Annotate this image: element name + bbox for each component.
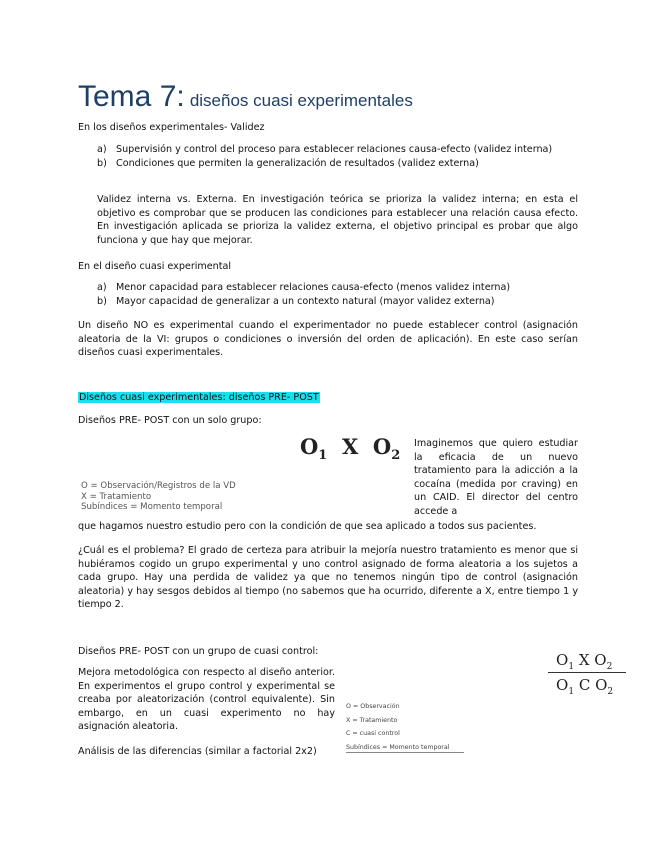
formula-o1-sub: 1 — [568, 662, 575, 672]
legend-line: C = cuasi control — [346, 730, 400, 737]
page-title — [78, 80, 413, 114]
formula-pre-post — [300, 434, 400, 463]
formula-quasi-control-bottom — [556, 676, 613, 697]
problem-paragraph: ¿Cuál es el problema? El grado de certeza para atribuir la mejoría nuestro tratamiento es menor que si hubiéramos cogido un grupo experimental y uno control asignado de forma aleatoria a los sujetos a cada grupo. Hay una perdida de validez ya que no tenemos ningún tipo de control (asignación aleatoria) y hay sesgos debidos al tiempo (no sabemos que ha ocurrido, diferente a X, entre tiempo 1 y tiempo 2. — [78, 545, 578, 610]
formula-c: C — [578, 676, 591, 694]
section-heading — [78, 391, 320, 405]
legend-underline — [346, 752, 464, 753]
formula-o2: O — [595, 676, 608, 694]
formula-o1: O — [556, 676, 569, 694]
formula-divider — [548, 672, 626, 673]
list-marker: a) — [97, 144, 107, 155]
legend-quasi-control — [346, 700, 450, 754]
formula-quasi-control-top — [556, 651, 612, 672]
improvement-paragraph: Mejora metodológica con respecto al diseño anterior. En experimentos el grupo control y experimental se creaba por aleatorización (control equivalente). Sin embargo, en un cuasi experimento no hay asignación aleatoria. — [78, 667, 335, 732]
legend-line: X = Tratamiento — [81, 491, 152, 502]
list-text: Menor capacidad para establecer relaciones causa-efecto (menos validez interna) — [116, 282, 511, 293]
example-continuation: que hagamos nuestro estudio pero con la condición de que sea aplicado a todos sus pacientes. — [78, 521, 537, 532]
quasi-label: En el diseño cuasi experimental — [78, 261, 232, 272]
list-item — [97, 281, 578, 295]
formula-o2-sub: 2 — [391, 448, 401, 464]
analysis-line: Análisis de las diferencias (similar a factorial 2x2) — [78, 746, 317, 757]
list-marker: b) — [97, 157, 107, 169]
formula-x: X — [578, 651, 590, 669]
legend-line: O = Observación — [346, 703, 400, 710]
list-text: Mayor capacidad de generalizar a un contexto natural (mayor validez externa) — [116, 295, 495, 307]
intro-label: En los diseños experimentales- Validez — [78, 122, 265, 133]
legend-pre-post — [81, 481, 236, 513]
list-text: Supervisión y control del proceso para establecer relaciones causa-efecto (validez interna) — [116, 144, 553, 155]
legend-line: Subíndices = Momento temporal — [81, 502, 223, 512]
legend-line: X = Tratamiento — [346, 716, 398, 724]
single-group-label: Diseños PRE- POST con un solo grupo: — [78, 415, 262, 426]
title-main: Tema 7: — [78, 80, 185, 113]
formula-o1-sub: 1 — [318, 448, 328, 464]
list-item — [97, 157, 578, 171]
list-validity — [97, 143, 578, 170]
list-item — [97, 143, 578, 157]
control-group-label: Diseños PRE- POST con un grupo de cuasi control: — [78, 646, 319, 657]
validity-paragraph: Validez interna vs. Externa. En investigación teórica se prioriza la validez interna; en esta el objetivo es comprobar que se producen las condiciones para establecer una relación causa efecto. En investigación aplicada se prioriza la validez externa, el objetivo principal es probar que algo funciona y que hay que mejorar. — [97, 194, 578, 246]
section-heading-text: Diseños cuasi experimentales: diseños PRE- POST — [79, 392, 319, 403]
formula-o1: O — [556, 651, 569, 669]
list-text: Condiciones que permiten la generalización de resultados (validez externa) — [116, 157, 479, 169]
title-subtitle: diseños cuasi experimentales — [189, 91, 413, 110]
non-experimental-paragraph: Un diseño NO es experimental cuando el experimentador no puede establecer control (asignación aleatoria de la VI: grupos o condiciones o inversión del orden de aplicación). En este caso serían diseños cuasi experimentales. — [78, 320, 578, 358]
formula-o2-sub: 2 — [606, 662, 613, 672]
formula-o1-sub: 1 — [568, 687, 575, 697]
legend-line: Subíndices = Momento temporal — [346, 743, 450, 751]
legend-line: O = Observación/Registros de la VD — [81, 481, 236, 491]
list-marker: b) — [97, 295, 107, 307]
formula-o1: O — [300, 434, 319, 459]
formula-o2-sub: 2 — [607, 687, 614, 697]
list-marker: a) — [97, 282, 107, 293]
formula-x: X — [341, 434, 359, 459]
formula-o2: O — [372, 434, 392, 459]
list-item — [97, 295, 578, 309]
list-quasi — [97, 281, 578, 308]
example-side-text: Imaginemos que quiero estudiar la eficacia de un nuevo tratamiento para la adicción a la cocaína (medida por craving) en un CAID. El director del centro accede a — [414, 438, 578, 517]
formula-o2: O — [594, 651, 607, 669]
